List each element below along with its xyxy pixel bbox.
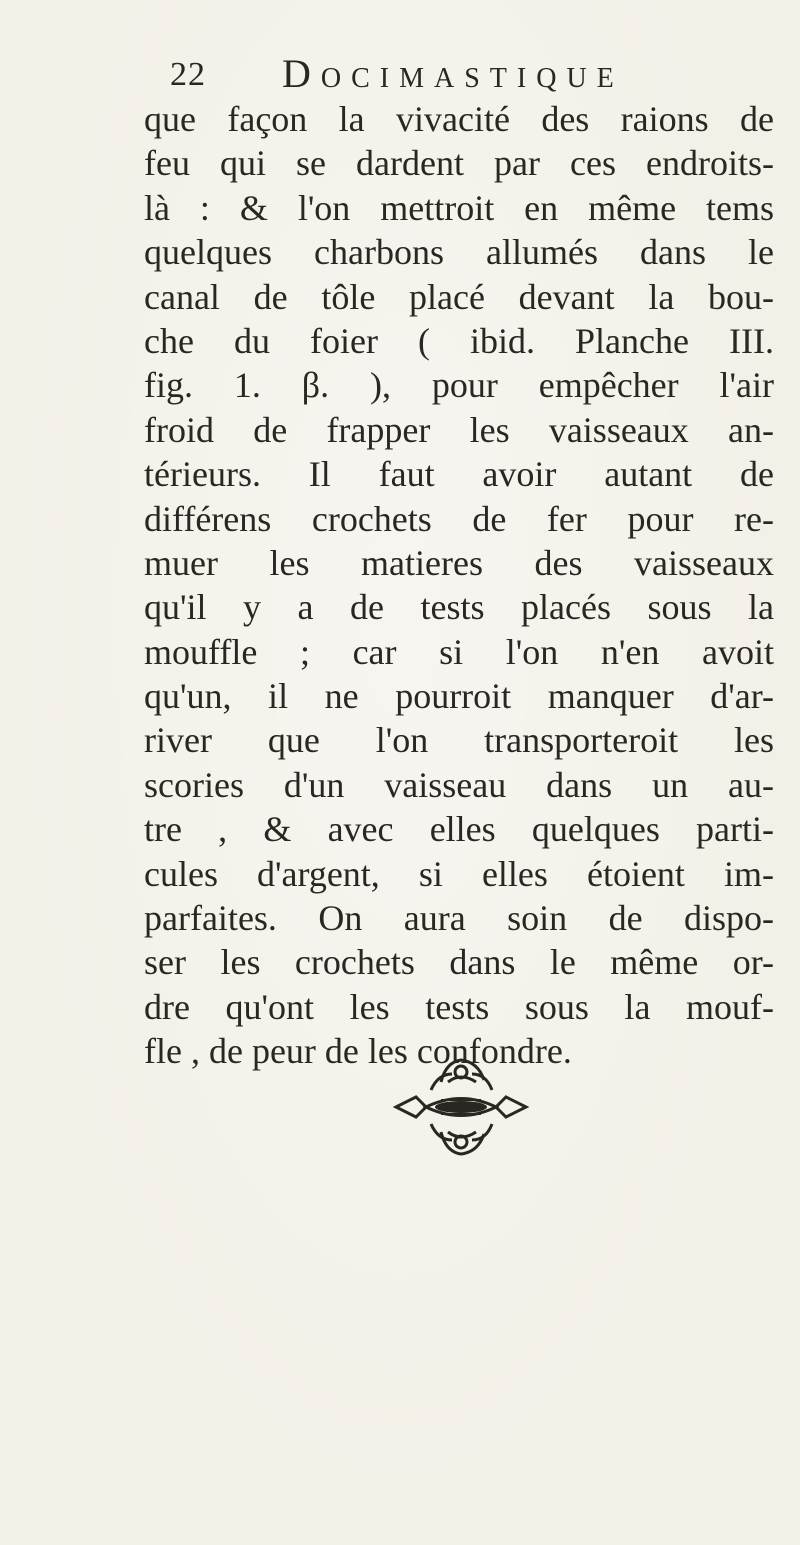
page-header <box>170 50 670 100</box>
text-line: quelques charbons allumés dans le <box>144 232 774 273</box>
text-line: qu'il y a de tests placés sous la <box>144 587 774 628</box>
text-line: cules d'argent, si elles étoient im- <box>144 853 774 894</box>
text-line: feu qui se dardent par ces endroits- <box>144 143 774 184</box>
text-line: scories d'un vaisseau dans un au- <box>144 764 774 805</box>
text-line: muer les matieres des vaisseaux <box>144 542 774 583</box>
text-line: qu'un, il ne pourroit manquer d'ar- <box>144 676 774 717</box>
text-line: térieurs. Il faut avoir autant de <box>144 454 774 495</box>
text-line: ser les crochets dans le même or- <box>144 942 774 983</box>
text-line: river que l'on transporteroit les <box>144 720 774 761</box>
text-line: que façon la vivacité des raions de <box>144 99 774 139</box>
text-line: là : & l'on mettroit en même tems <box>144 187 774 228</box>
page-number: 22 <box>170 56 206 93</box>
text-line: froid de frapper les vaisseaux an- <box>144 409 774 450</box>
text-line: tre , & avec elles quelques parti- <box>144 809 774 850</box>
text-line: canal de tôle placé devant la bou- <box>144 276 774 317</box>
text-line: différens crochets de fer pour re- <box>144 498 774 539</box>
body-text <box>144 97 774 1074</box>
text-line: che du foier ( ibid. Planche III. <box>144 320 774 361</box>
text-line: fle , de peur de les confondre. <box>144 1031 572 1072</box>
printers-ornament-icon <box>386 1052 536 1162</box>
text-line: parfaites. On aura soin de dispo- <box>144 898 774 939</box>
text-line: dre qu'ont les tests sous la mouf- <box>144 986 774 1027</box>
text-line: mouffle ; car si l'on n'en avoit <box>144 631 774 672</box>
running-head: Docimastique <box>282 51 624 96</box>
text-line: fig. 1. β. ), pour empêcher l'air <box>144 365 774 406</box>
